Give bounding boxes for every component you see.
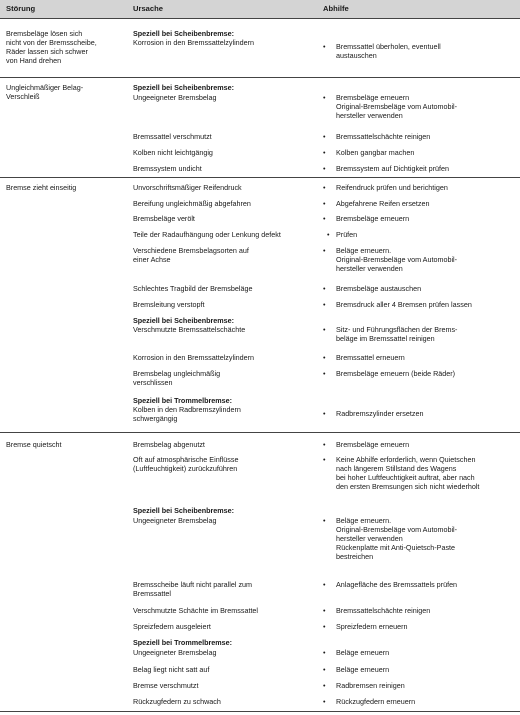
bullet-icon: • bbox=[323, 622, 326, 631]
divider bbox=[0, 18, 520, 19]
bullet-icon: • bbox=[323, 183, 326, 192]
ursache-cell: Unvorschriftsmäßiger Reifendruck bbox=[133, 183, 242, 192]
bullet-icon: • bbox=[323, 164, 326, 173]
ursache-cell: Bremsbelag abgenutzt bbox=[133, 440, 205, 449]
stoerung-cell: Bremse quietscht bbox=[6, 440, 62, 449]
abhilfe-cell: Bremsbeläge erneuern bbox=[336, 214, 410, 223]
bullet-icon: • bbox=[323, 606, 326, 615]
bullet-icon: • bbox=[323, 199, 326, 208]
abhilfe-cell: Beläge erneuern. Original-Bremsbeläge vom Automobil- hersteller verwenden bbox=[336, 246, 458, 273]
abhilfe-cell: Bremsbeläge erneuern bbox=[336, 440, 410, 449]
ursache-cell: Schlechtes Tragbild der Bremsbeläge bbox=[133, 284, 253, 293]
abhilfe-cell: Bremssystem auf Dichtigkeit prüfen bbox=[336, 164, 450, 173]
abhilfe-cell: Beläge erneuern bbox=[336, 648, 390, 657]
ursache-cell: Bremse verschmutzt bbox=[133, 681, 199, 690]
abhilfe-cell: Bremssattelschächte reinigen bbox=[336, 606, 431, 615]
ursache-cell: Teile der Radaufhängung oder Lenkung defekt bbox=[133, 230, 281, 239]
subhead: Speziell bei Trommelbremse: bbox=[133, 638, 233, 647]
bullet-icon: • bbox=[323, 516, 326, 525]
abhilfe-cell: Bremsbeläge erneuern Original-Bremsbeläge vom Automobil- hersteller verwenden bbox=[336, 93, 458, 120]
bullet-icon: • bbox=[323, 132, 326, 141]
bullet-icon: • bbox=[323, 148, 326, 157]
ursache-cell: Verschmutzte Bremssattelschächte bbox=[133, 325, 246, 334]
ursache-cell: Bremssystem undicht bbox=[133, 164, 202, 173]
bullet-icon: • bbox=[323, 440, 326, 449]
bullet-icon: • bbox=[323, 353, 326, 362]
bullet-icon: • bbox=[323, 681, 326, 690]
abhilfe-cell: Sitz- und Führungsflächen der Brems- beläge im Bremssattel reinigen bbox=[336, 325, 458, 343]
abhilfe-cell: Bremsdruck aller 4 Bremsen prüfen lassen bbox=[336, 300, 472, 309]
abhilfe-cell: Spreizfedern erneuern bbox=[336, 622, 408, 631]
abhilfe-cell: Keine Abhilfe erforderlich, wenn Quietschen nach längerem Stillstand des Wagens bei hoher Luftfeuchtigkeit auftrat, aber nach den ersten Bremsungen sich nicht wiederholt bbox=[336, 455, 480, 491]
bullet-icon: • bbox=[323, 580, 326, 589]
ursache-cell: Bremssattel verschmutzt bbox=[133, 132, 212, 141]
bullet-icon: • bbox=[323, 455, 326, 464]
divider bbox=[0, 177, 520, 178]
bullet-icon: • bbox=[323, 42, 326, 51]
ursache-cell: Belag liegt nicht satt auf bbox=[133, 665, 210, 674]
subhead: Speziell bei Scheibenbremse: bbox=[133, 506, 235, 515]
stoerung-cell: Bremse zieht einseitig bbox=[6, 183, 77, 192]
ursache-cell: Bremsscheibe läuft nicht parallel zum Bremssattel bbox=[133, 580, 253, 598]
bullet-icon: • bbox=[323, 325, 326, 334]
bullet-icon: • bbox=[323, 300, 326, 309]
ursache-cell: Korrosion in den Bremssattelzylindern bbox=[133, 38, 255, 47]
subhead: Speziell bei Scheibenbremse: bbox=[133, 83, 235, 92]
bullet-icon: • bbox=[323, 648, 326, 657]
bullet-icon: • bbox=[323, 214, 326, 223]
ursache-cell: Spreizfedern ausgeleiert bbox=[133, 622, 211, 631]
ursache-cell: Bremsleitung verstopft bbox=[133, 300, 205, 309]
ursache-cell: Kolben in den Radbremszylindern schwergängig bbox=[133, 405, 241, 423]
bullet-icon: • bbox=[323, 284, 326, 293]
ursache-cell: Kolben nicht leichtgängig bbox=[133, 148, 213, 157]
stoerung-cell: Bremsbeläge lösen sich nicht von der Bremsscheibe, Räder lassen sich schwer von Hand drehen bbox=[6, 29, 97, 65]
ursache-cell: Verschiedene Bremsbelagsorten auf einer Achse bbox=[133, 246, 249, 264]
abhilfe-cell: Kolben gangbar machen bbox=[336, 148, 415, 157]
abhilfe-cell: Anlagefläche des Bremssattels prüfen bbox=[336, 580, 458, 589]
bullet-icon: • bbox=[323, 697, 326, 706]
bullet-icon: • bbox=[323, 665, 326, 674]
abhilfe-cell: Beläge erneuern bbox=[336, 665, 390, 674]
abhilfe-cell: Reifendruck prüfen und berichtigen bbox=[336, 183, 448, 192]
bullet-icon: • bbox=[323, 246, 326, 255]
header-stoerung: Störung bbox=[6, 4, 36, 13]
abhilfe-cell: Rückzugfedern erneuern bbox=[336, 697, 416, 706]
ursache-cell: Ungeeigneter Bremsbelag bbox=[133, 516, 217, 525]
header-ursache: Ursache bbox=[133, 4, 163, 13]
abhilfe-cell: Bremssattelschächte reinigen bbox=[336, 132, 431, 141]
abhilfe-cell: Abgefahrene Reifen ersetzen bbox=[336, 199, 430, 208]
ursache-cell: Korrosion in den Bremssattelzylindern bbox=[133, 353, 255, 362]
bullet-icon: • bbox=[323, 93, 326, 102]
table-header bbox=[0, 0, 520, 18]
bullet-icon: • bbox=[323, 369, 326, 378]
abhilfe-cell: Radbremsen reinigen bbox=[336, 681, 405, 690]
ursache-cell: Verschmutzte Schächte im Bremssattel bbox=[133, 606, 259, 615]
ursache-cell: Bremsbelag ungleichmäßig verschlissen bbox=[133, 369, 221, 387]
abhilfe-cell: Bremssattel erneuern bbox=[336, 353, 405, 362]
abhilfe-cell: Radbremszylinder ersetzen bbox=[336, 409, 424, 418]
ursache-cell: Ungeeigneter Bremsbelag bbox=[133, 648, 217, 657]
abhilfe-cell: Beläge erneuern. Original-Bremsbeläge vom Automobil- hersteller verwenden Rückenplatte mit Anti-Quietsch-Paste bestreichen bbox=[336, 516, 458, 561]
subhead: Speziell bei Scheibenbremse: bbox=[133, 29, 235, 38]
subhead: Speziell bei Trommelbremse: bbox=[133, 396, 233, 405]
abhilfe-cell: Bremssattel überholen, eventuell austauschen bbox=[336, 42, 441, 60]
abhilfe-cell: Bremsbeläge austauschen bbox=[336, 284, 422, 293]
abhilfe-cell: Bremsbeläge erneuern (beide Räder) bbox=[336, 369, 456, 378]
ursache-cell: Bereifung ungleichmäßig abgefahren bbox=[133, 199, 251, 208]
bullet-icon: • bbox=[323, 409, 326, 418]
ursache-cell: Ungeeigneter Bremsbelag bbox=[133, 93, 217, 102]
abhilfe-cell: Prüfen bbox=[336, 230, 358, 239]
divider bbox=[0, 77, 520, 78]
ursache-cell: Oft auf atmosphärische Einflüsse (Luftfeuchtigkeit) zurückzuführen bbox=[133, 455, 239, 473]
ursache-cell: Bremsbeläge verölt bbox=[133, 214, 195, 223]
divider bbox=[0, 432, 520, 433]
subhead: Speziell bei Scheibenbremse: bbox=[133, 316, 235, 325]
ursache-cell: Rückzugfedern zu schwach bbox=[133, 697, 221, 706]
divider bbox=[0, 711, 520, 712]
bullet-icon: • bbox=[327, 230, 330, 239]
header-abhilfe: Abhilfe bbox=[323, 4, 349, 13]
stoerung-cell: Ungleichmäßiger Belag- Verschleiß bbox=[6, 83, 84, 101]
